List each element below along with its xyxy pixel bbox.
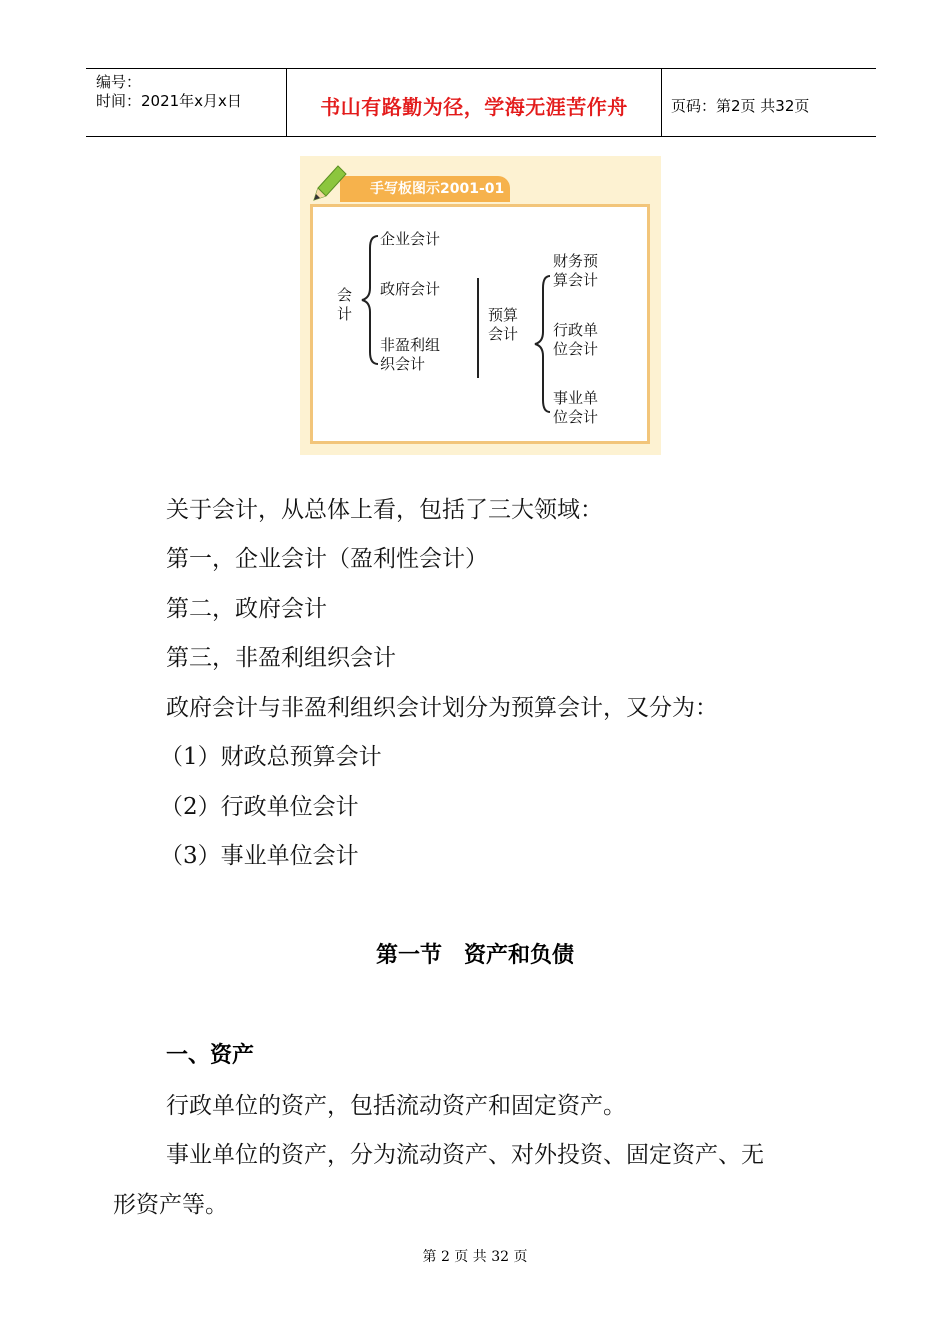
budget-item-1: （1）财政总预算会计 <box>160 744 382 770</box>
time-label: 时间：2021年x月x日 <box>96 92 242 110</box>
child-government: 政府会计 <box>380 280 441 298</box>
header-motto-cell <box>286 69 662 136</box>
budget-child-institution: 事业单位会计 <box>553 389 599 426</box>
assets-paragraph-2-line-1: 事业单位的资产，分为流动资产、对外投资、固定资产、无 <box>166 1142 764 1168</box>
motto-text: 书山有路勤为径，学海无涯苦作舟 <box>320 95 628 119</box>
whiteboard-figure <box>300 156 661 455</box>
list-item-2: 第二，政府会计 <box>166 596 327 622</box>
header-page-cell <box>661 69 876 136</box>
figure-title: 手写板图示2001-01 <box>370 181 505 197</box>
budget-item-3: （3）事业单位会计 <box>160 843 359 869</box>
budget-child-finance: 财务预算会计 <box>553 252 599 289</box>
assets-paragraph-1: 行政单位的资产，包括流动资产和固定资产。 <box>166 1093 626 1119</box>
subheading: 一、资产 <box>166 1043 255 1068</box>
section-title: 第一节 资产和负债 <box>375 943 574 968</box>
classification-brackets <box>300 156 661 455</box>
root-label: 会计 <box>337 286 353 323</box>
budget-label: 预算会计 <box>488 306 519 343</box>
assets-paragraph-2-line-2: 形资产等。 <box>113 1192 228 1218</box>
page-footer: 第 2 页 共 32 页 <box>422 1249 528 1265</box>
list-item-3: 第三，非盈利组织会计 <box>166 645 396 671</box>
budget-child-admin: 行政单位会计 <box>553 321 599 358</box>
header-meta-cell <box>86 69 286 136</box>
budget-item-2: （2）行政单位会计 <box>160 794 359 820</box>
page-label: 页码：第2页 共32页 <box>671 97 810 115</box>
intro-paragraph: 关于会计，从总体上看，包括了三大领域： <box>166 497 603 523</box>
serial-label: 编号： <box>96 73 142 91</box>
child-nonprofit: 非盈利组织会计 <box>380 336 441 373</box>
list-item-1: 第一，企业会计（盈利性会计） <box>166 546 488 572</box>
document-header <box>86 68 876 137</box>
budget-sentence: 政府会计与非盈利组织会计划分为预算会计，又分为： <box>166 695 718 721</box>
child-enterprise: 企业会计 <box>380 230 441 248</box>
